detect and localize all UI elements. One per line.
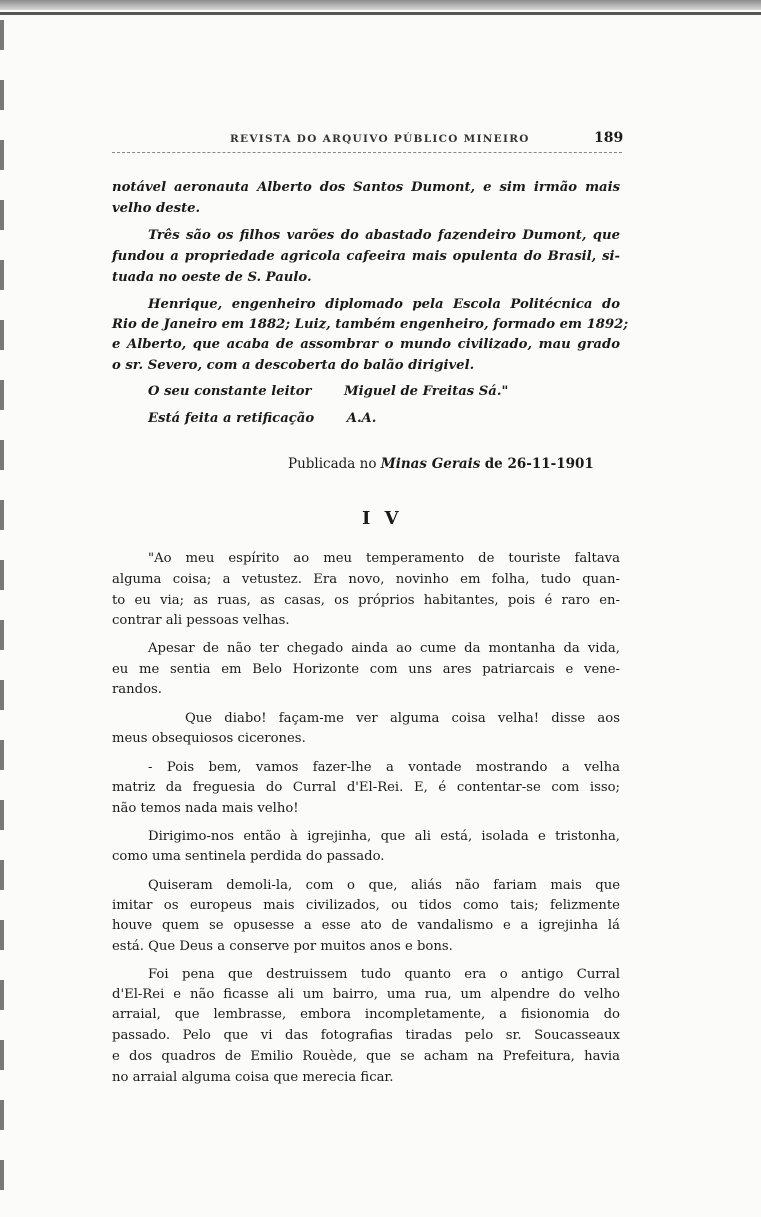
text-line: contrar ali pessoas velhas.	[112, 613, 290, 628]
running-header: REVISTA DO ARQUIVO PÚBLICO MINEIRO	[230, 133, 530, 145]
signature-name: Miguel de Freitas Sá."	[344, 384, 509, 399]
text-line: eu me sentia em Belo Horizonte com uns ares patriarcais e vene-	[112, 662, 620, 677]
text-line: velho deste.	[112, 201, 201, 216]
text-line: Apesar de não ter chegado ainda ao cume da montanha da vida,	[148, 641, 620, 656]
text-line: como uma sentinela perdida do passado.	[112, 849, 385, 864]
text-line: Três são os filhos varões do abastado fazendeiro Dumont, que	[148, 228, 620, 243]
text-line: randos.	[112, 682, 163, 697]
publication-prefix: Publicada no	[288, 456, 377, 472]
text-line: tuada no oeste de S. Paulo.	[112, 270, 312, 285]
text-line: e Alberto, que acaba de assombrar o mundo civilizado, mau grado	[112, 337, 620, 352]
text-line: "Ao meu espírito ao meu temperamento de touriste faltava	[148, 551, 620, 566]
signature-closing: O seu constante leitor	[148, 384, 312, 399]
text-line: Quiseram demoli-la, com o que, aliás não fariam mais que	[148, 878, 620, 893]
text-line: arraial, que lembrasse, embora incompletamente, a fisionomia do	[112, 1007, 620, 1022]
text-line: matriz da freguesia do Curral d'El-Rei. E, é contentar-se com isso;	[112, 780, 620, 795]
scan-top-edge	[0, 0, 761, 10]
text-line: houve quem se opusesse a esse ato de vandalismo e a igrejinha lá	[112, 918, 620, 933]
text-line: Que diabo! façam-me ver alguma coisa velha! disse aos	[185, 711, 620, 726]
text-line: Henrique, engenheiro diplomado pela Escola Politécnica do	[148, 297, 620, 312]
text-line: Dirigimo-nos então à igrejinha, que ali está, isolada e tristonha,	[148, 829, 620, 844]
text-line: não temos nada mais velho!	[112, 801, 299, 816]
header-rule	[112, 152, 622, 153]
text-line: está. Que Deus a conserve por muitos anos e bons.	[112, 939, 453, 954]
scan-binding-edge	[0, 20, 4, 1210]
text-line: - Pois bem, vamos fazer-lhe a vontade mostrando a velha	[148, 760, 620, 775]
text-line: no arraial alguma coisa que merecia ficar.	[112, 1070, 394, 1085]
text-line: notável aeronauta Alberto dos Santos Dumont, e sim irmão mais	[112, 180, 620, 195]
text-line: alguma coisa; a vetustez. Era novo, novinho em folha, tudo quan-	[112, 572, 620, 587]
retification-line	[148, 411, 376, 426]
retification-initials: A.A.	[346, 411, 377, 426]
text-line: fundou a propriedade agricola cafeeira mais opulenta do Brasil, si-	[112, 249, 620, 264]
text-line: o sr. Severo, com a descoberta do balão dirigivel.	[112, 358, 475, 373]
text-line: to eu via; as ruas, as casas, os próprios habitantes, pois é raro en-	[112, 593, 620, 608]
text-line: passado. Pelo que vi das fotografias tiradas pelo sr. Soucasseaux	[112, 1028, 620, 1043]
publication-newspaper: Minas Gerais	[380, 456, 481, 472]
publication-note	[288, 456, 594, 472]
signature-line	[148, 384, 508, 399]
text-line: Rio de Janeiro em 1882; Luiz, também engenheiro, formado em 1892;	[112, 317, 629, 332]
text-line: e dos quadros de Emilio Rouède, que se acham na Prefeitura, havia	[112, 1049, 620, 1064]
text-line: Foi pena que destruissem tudo quanto era o antigo Curral	[148, 967, 620, 982]
section-title: I V	[362, 508, 403, 529]
page-number: 189	[594, 130, 624, 146]
retification-text: Está feita a retificação	[148, 411, 315, 426]
publication-date: de 26-11-1901	[484, 456, 594, 472]
text-line: imitar os europeus mais civilizados, ou tidos como tais; felizmente	[112, 898, 620, 913]
scan-top-rule	[0, 12, 761, 15]
text-line: d'El-Rei e não ficasse ali um bairro, uma rua, um alpendre do velho	[112, 987, 620, 1002]
text-line: meus obsequiosos cicerones.	[112, 731, 306, 746]
